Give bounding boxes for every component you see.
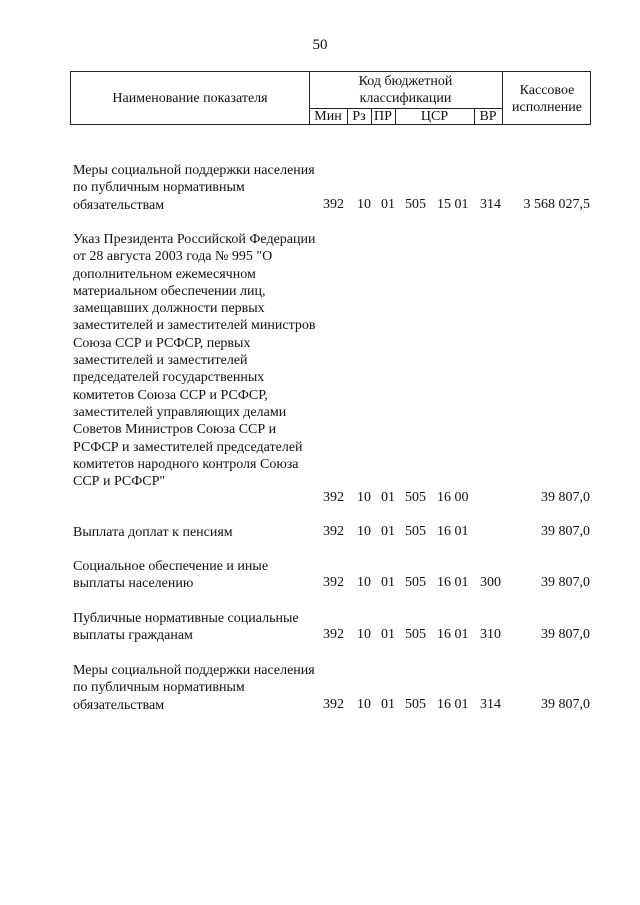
code-pr: 01 [381,627,395,642]
code-csr2: 16 00 [437,490,469,505]
code-pr: 01 [381,575,395,590]
code-vr: 300 [480,575,501,590]
row-name: Меры социальной поддержки населения по публичным нормативным обязательствам [73,663,315,713]
code-rz: 10 [357,697,371,712]
row-name: Указ Президента Российской Федерации от 28 августа 2003 года № 995 "О дополнительном ежемесячном материальном обеспечении лиц, замещавших должности первых заместителей и заместителей министров Союза ССР и РСФСР, первых заместителей и заместителей председателей государственных комитетов Союза ССР и РСФСР, заместителей управляющих делами Советов Министров Союза ССР и РСФСР и заместителей председателей комитетов народного контроля Союза ССР и РСФСР" [73,232,316,490]
code-csr2: 15 01 [437,197,469,212]
code-rz: 10 [357,524,371,539]
row-name: Публичные нормативные социальные выплаты гражданам [73,611,299,644]
code-rz: 10 [357,575,371,590]
row-amount: 39 807,0 [541,627,590,642]
code-min: 392 [323,575,344,590]
code-csr2: 16 01 [437,697,469,712]
code-vr: 314 [480,197,501,212]
code-min: 392 [323,490,344,505]
code-csr2: 16 01 [437,524,469,539]
header-amount-line1: Кассовое [519,83,575,98]
code-csr2: 16 01 [437,627,469,642]
row-amount: 39 807,0 [541,524,590,539]
code-pr: 01 [381,197,395,212]
row-name: Выплата доплат к пенсиям [73,525,233,540]
row-name: Социальное обеспечение и иные выплаты населению [73,559,269,592]
header-pr: ПР [374,109,392,124]
row-amount: 3 568 027,5 [523,197,590,212]
code-csr2: 16 01 [437,575,469,590]
row-amount: 39 807,0 [541,490,590,505]
table-header [70,71,591,125]
row-name: Меры социальной поддержки населения по публичным нормативным обязательствам [73,163,315,213]
code-min: 392 [323,524,344,539]
code-rz: 10 [357,197,371,212]
code-vr: 310 [480,627,501,642]
code-vr: 314 [480,697,501,712]
row-amount: 39 807,0 [541,697,590,712]
page-number: 50 [312,37,328,53]
code-min: 392 [323,697,344,712]
header-csr: ЦСР [420,109,449,124]
code-csr1: 505 [405,524,426,539]
code-pr: 01 [381,697,395,712]
header-code-group-line1: Код бюджетной [358,74,453,89]
code-csr1: 505 [405,197,426,212]
header-code-group-line2: классификации [359,91,452,106]
code-pr: 01 [381,490,395,505]
header-rz: Рз [352,109,366,124]
header-vr: ВР [479,109,497,124]
code-csr1: 505 [405,575,426,590]
row-amount: 39 807,0 [541,575,590,590]
code-min: 392 [323,197,344,212]
code-csr1: 505 [405,697,426,712]
code-pr: 01 [381,524,395,539]
code-csr1: 505 [405,490,426,505]
code-rz: 10 [357,490,371,505]
code-csr1: 505 [405,627,426,642]
header-amount-line2: исполнение [512,100,582,115]
header-name: Наименование показателя [112,91,268,106]
code-min: 392 [323,627,344,642]
header-min: Мин [314,109,342,124]
code-rz: 10 [357,627,371,642]
